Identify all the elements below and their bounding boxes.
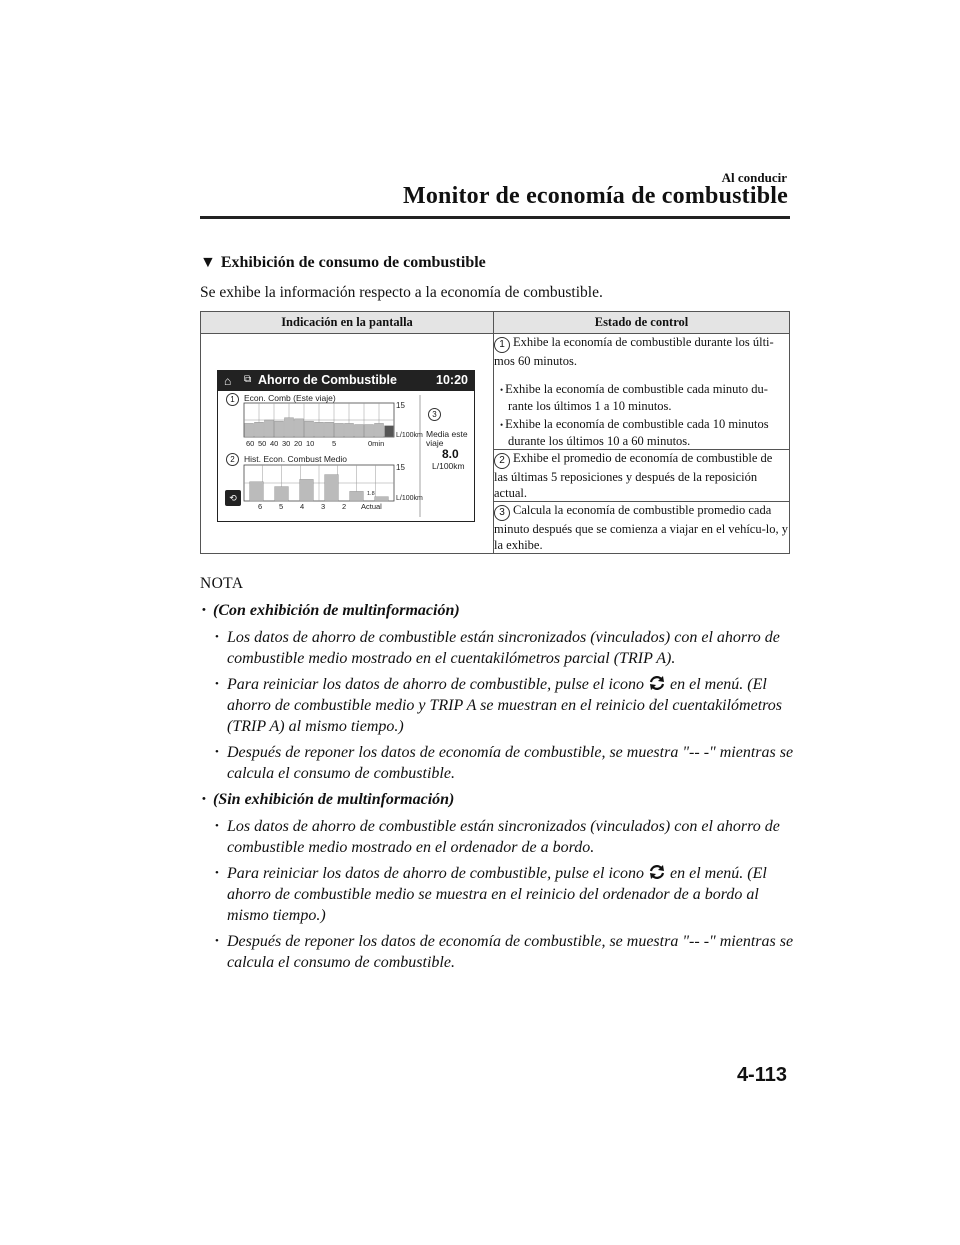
callout-2: 2 (226, 453, 239, 466)
avg-unit: L/100km (432, 461, 465, 471)
page-number: 4-113 (736, 1064, 787, 1086)
header-section: Al conducir (721, 170, 787, 185)
chart2-bar (350, 491, 364, 501)
header-rule (200, 216, 790, 219)
chart1-bar (245, 423, 254, 437)
chart1-bar (335, 423, 344, 437)
row-1-text: Exhibe la economía de combustible durante los últi-mos 60 minutos. (494, 335, 774, 368)
avg-label-1: Media este (426, 429, 468, 439)
row-1-desc (494, 334, 790, 450)
note-item: • Los datos de ahorro de combustible están sincronizados (vinculados) con el ahorro de combustible medio mostrado en el cuentakilómetros parcial (TRIP A). (200, 627, 800, 669)
note-item (200, 863, 800, 926)
chart1-tick-label: 20 (294, 439, 303, 448)
triangle-icon: ▼ (200, 254, 216, 271)
notes-list (200, 600, 800, 978)
chart2-ymax: 15 (396, 463, 405, 472)
section-title-text: Exhibición de consumo de combustible (220, 254, 486, 271)
table-header-state: Estado de control (494, 312, 790, 334)
row-1-bullet-1: • Exhibe la economía de combustible cada minuto du-rante los últimos 1 a 10 minutos. (494, 381, 789, 414)
chart1-bar (295, 419, 304, 437)
nota-heading: NOTA (200, 575, 244, 592)
row-3-number: 3 (494, 505, 510, 521)
home-icon[interactable]: ⌂ (224, 374, 232, 388)
chart1-tick-label: 30 (282, 439, 291, 448)
chart1-label: Econ. Comb (Este viaje) (244, 393, 336, 403)
chart1-unit: L/100km (396, 432, 423, 439)
chart1-tick-label: 50 (258, 439, 267, 448)
chart2-tick-label: 6 (258, 502, 263, 511)
reset-icon (648, 864, 666, 880)
chart1-tick-label: 40 (270, 439, 279, 448)
chart1-tick-label: 10 (306, 439, 315, 448)
chart1-bar (365, 425, 374, 437)
chart2-tick-label: Actual (361, 502, 382, 511)
note-heading-1: • (Con exhibición de multinformación) (200, 600, 800, 621)
chart2-current-label: 1.8 (367, 491, 375, 497)
screen-cell (201, 334, 494, 554)
chart2-bar (250, 482, 264, 501)
chart1-bar (345, 423, 354, 437)
chart1-tick-label: 60 (246, 439, 255, 448)
row-2-text: Exhibe el promedio de economía de combustible de las últimas 5 reposiciones y después de la reposición actual. (494, 451, 773, 500)
avg-value: 8.0 (442, 447, 459, 461)
chart2-tick-label: 4 (300, 502, 305, 511)
screen-title-bar (218, 371, 474, 391)
chart1-bar (265, 420, 274, 437)
row-3-text: Calcula la economía de combustible promedio cada minuto después que se comienza a viajar en el vehícu-lo, y la exhibe. (494, 503, 788, 552)
chart2-unit: L/100km (396, 495, 423, 502)
table-header-display: Indicación en la pantalla (201, 312, 494, 334)
note-item-pre: Para reiniciar los datos de ahorro de combustible, pulse el icono (227, 676, 644, 693)
page-title: Monitor de economía de combustible (403, 183, 788, 209)
chart1-bar (355, 425, 364, 437)
note-item: • Después de reponer los datos de economía de combustible, se muestra "-- -" mientras se calcula el consumo de combustible. (200, 931, 800, 973)
screen-time: 10:20 (436, 373, 468, 387)
chart1-bar (305, 421, 314, 437)
chart1-ymax: 15 (396, 401, 405, 410)
fuel-economy-screen (217, 370, 475, 522)
intro-text: Se exhibe la información respecto a la economía de combustible. (200, 284, 603, 301)
callout-3: 3 (428, 408, 441, 421)
note-item-post: en el menú. (El ahorro de combustible medio se muestra en el reinicio del ordenador de a bordo al mismo tiempo.) (227, 865, 767, 924)
section-title (200, 254, 486, 272)
chart1-bar (385, 426, 394, 437)
note-item: • Los datos de ahorro de combustible están sincronizados (vinculados) con el ahorro de combustible medio mostrado en el ordenador de a bordo. (200, 816, 800, 858)
reset-icon (648, 675, 666, 691)
avg-label-2: viaje (426, 438, 444, 448)
row-1-number: 1 (494, 337, 510, 353)
chart1-bar (325, 422, 334, 437)
note-heading-2: • (Sin exhibición de multinformación) (200, 789, 800, 810)
chart1-bar (275, 421, 284, 437)
chart1-bar (315, 422, 324, 437)
chart1-bar (255, 422, 264, 437)
chart2-bar (275, 487, 289, 501)
chart2-bar (375, 497, 389, 501)
chart1-tick-label: 5 (332, 439, 337, 448)
chart2-tick-label: 5 (279, 502, 284, 511)
row-1-bullet-2: • Exhibe la economía de combustible cada 10 minutos durante los últimos 10 a 60 minutos. (494, 416, 789, 449)
chart2-tick-label: 2 (342, 502, 347, 511)
chart1-bar (285, 418, 294, 437)
note-item-post: en el menú. (El ahorro de combustible medio y TRIP A se muestran en el reinicio del cuentakilómetros (TRIP A) al mismo tiempo.) (227, 676, 783, 735)
chart1-tick-label: 0min (368, 439, 385, 448)
row-2-number: 2 (494, 453, 510, 469)
row-2-desc (494, 450, 790, 502)
chart2-bar (325, 475, 339, 501)
row-3-desc (494, 502, 790, 554)
chart2-bar (300, 479, 314, 501)
chart2-label: Hist. Econ. Combust Medio (244, 454, 347, 464)
note-item (200, 674, 800, 737)
chart2-tick-label: 3 (321, 502, 326, 511)
chart1-bar (375, 423, 384, 437)
callout-1: 1 (226, 393, 239, 406)
control-table (200, 311, 790, 554)
note-item-pre: Para reiniciar los datos de ahorro de combustible, pulse el icono (227, 865, 644, 882)
note-item: • Después de reponer los datos de economía de combustible, se muestra "-- -" mientras se calcula el consumo de combustible. (200, 742, 800, 784)
screen-title: Ahorro de Combustible (258, 373, 397, 387)
reset-icon[interactable]: ⟲ (225, 490, 241, 506)
copy-icon: ⧉ (244, 374, 252, 385)
